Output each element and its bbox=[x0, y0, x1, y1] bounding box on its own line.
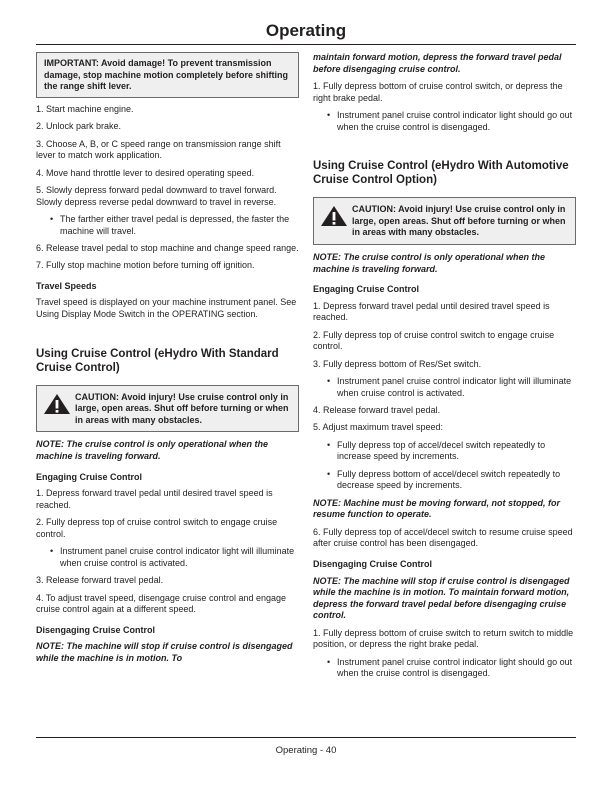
right-column bbox=[313, 52, 576, 686]
section-title-automotive-cruise: Using Cruise Control (eHydro With Automotive Cruise Control Option) bbox=[313, 160, 569, 187]
engaging-step-1: 1. Depress forward travel pedal until desired travel speed is reached. bbox=[36, 488, 273, 510]
engaging-heading: Engaging Cruise Control bbox=[36, 471, 143, 482]
header-rule bbox=[36, 44, 576, 45]
step-release-pedal: 6. Release travel pedal to stop machine and change speed range. bbox=[36, 242, 299, 253]
bullet-indicator-on: • Instrument panel cruise control indicator light will illuminate when cruise control is activated. bbox=[42, 546, 299, 569]
step-unlock-brake: 2. Unlock park brake. bbox=[36, 121, 122, 132]
bullet-indicator-off: • Instrument panel cruise control indicator light should go out when the cruise control is disengaged. bbox=[319, 657, 576, 680]
caution-box bbox=[313, 197, 576, 245]
bullet-decrease-speed: • Fully depress bottom of accel/decel switch repeatedly to decrease speed by increments. bbox=[319, 469, 576, 492]
page-number: Operating - 40 bbox=[275, 745, 337, 756]
engaging-step-3: 3. Fully depress bottom of Res/Set switch. bbox=[313, 358, 482, 369]
note-resume: NOTE: Machine must be moving forward, not stopped, for resume function to operate. bbox=[313, 497, 561, 520]
travel-speeds-text: Travel speed is displayed on your machine instrument panel. See Using Display Mode Switch in the OPERATING section. bbox=[36, 297, 297, 320]
engaging-step-1: 1. Depress forward travel pedal until desired travel speed is reached. bbox=[313, 300, 550, 323]
bullet-indicator-off: • Instrument panel cruise control indicator light should go out when the cruise control is disengaged. bbox=[319, 110, 576, 133]
left-column bbox=[36, 52, 299, 670]
step-move-throttle: 4. Move hand throttle lever to desired operating speed. bbox=[36, 167, 255, 178]
caution-box bbox=[36, 385, 299, 433]
footer-rule bbox=[36, 737, 576, 738]
note-disengage: NOTE: The machine will stop if cruise control is disengaged while the machine is in motion. To maintain forward motion, depress the forward travel pedal before disengaging cruise control. bbox=[313, 575, 570, 621]
engaging-step-4: 4. Release forward travel pedal. bbox=[313, 405, 441, 416]
bullet-increase-speed: • Fully depress top of accel/decel switch repeatedly to increase speed by increments. bbox=[319, 440, 576, 463]
caution-text: CAUTION: Avoid injury! Use cruise control only in large, open areas. Shut off before turning or when in areas with many obstacles. bbox=[75, 391, 289, 425]
note-disengage-continued: maintain forward motion, depress the forward travel pedal before disengaging cruise control. bbox=[313, 52, 562, 74]
note-disengage: NOTE: The machine will stop if cruise control is disengaged while the machine is in motion. To bbox=[36, 641, 293, 663]
disengaging-heading: Disengaging Cruise Control bbox=[313, 558, 433, 569]
engaging-step-6: 6. Fully depress top of accel/decel switch to resume cruise speed after cruise control has been disengaged. bbox=[313, 526, 573, 549]
note-forward-only: NOTE: The cruise control is only operational when the machine is traveling forward. bbox=[36, 439, 269, 462]
bullet-indicator-on: • Instrument panel cruise control indicator light will illuminate when cruise control is activated. bbox=[319, 376, 576, 399]
engaging-heading: Engaging Cruise Control bbox=[313, 284, 420, 295]
warning-triangle-icon bbox=[320, 205, 348, 227]
bullet-pedal-speed: • The farther either travel pedal is depressed, the faster the machine will travel. bbox=[42, 214, 299, 237]
warning-triangle-icon bbox=[43, 393, 71, 415]
step-start-engine: 1. Start machine engine. bbox=[36, 103, 134, 114]
caution-text: CAUTION: Avoid injury! Use cruise control only in large, open areas. Shut off before turning or when in areas with many obstacles. bbox=[352, 204, 566, 238]
step-depress-pedal: 5. Slowly depress forward pedal downward to travel forward. Slowly depress reverse pedal downward to travel in reverse. bbox=[36, 184, 277, 207]
engaging-step-2: 2. Fully depress top of cruise control switch to engage cruise control. bbox=[36, 517, 278, 539]
engaging-step-5: 5. Adjust maximum travel speed: bbox=[313, 422, 444, 433]
note-forward-only: NOTE: The cruise control is only operational when the machine is traveling forward. bbox=[313, 251, 546, 274]
disengaging-heading: Disengaging Cruise Control bbox=[36, 624, 156, 635]
page-title: Operating bbox=[265, 21, 347, 40]
travel-speeds-heading: Travel Speeds bbox=[36, 280, 97, 291]
engaging-step-4: 4. To adjust travel speed, disengage cruise control and engage cruise control again at a different speed. bbox=[36, 592, 287, 615]
engaging-step-3: 3. Release forward travel pedal. bbox=[36, 575, 164, 586]
disengage-step-1: 1. Fully depress bottom of cruise switch to return switch to middle position, or depress the right brake pedal. bbox=[313, 627, 574, 650]
engaging-step-2: 2. Fully depress top of cruise control switch to engage cruise control. bbox=[313, 329, 555, 352]
step-choose-range: 3. Choose A, B, or C speed range on transmission range shift lever to match work application. bbox=[36, 138, 281, 161]
step-stop-machine: 7. Fully stop machine motion before turning off ignition. bbox=[36, 260, 255, 271]
important-notice: IMPORTANT: Avoid damage! To prevent transmission damage, stop machine motion completely before shifting the range shift lever. bbox=[36, 52, 299, 98]
section-title-standard-cruise: Using Cruise Control (eHydro With Standard Cruise Control) bbox=[36, 347, 279, 374]
page-header bbox=[36, 20, 576, 44]
disengage-step-1: 1. Fully depress bottom of cruise control switch, or depress the right brake pedal. bbox=[313, 80, 563, 103]
